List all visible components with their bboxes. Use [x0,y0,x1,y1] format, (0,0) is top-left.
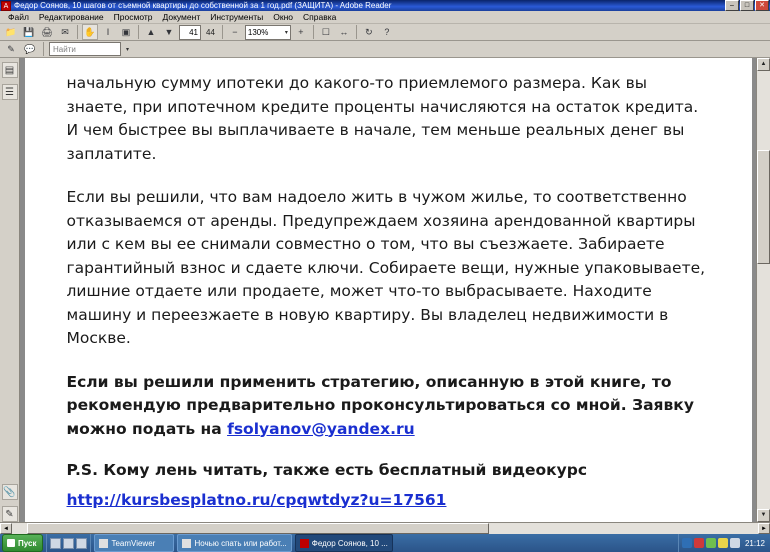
document-content [67,72,712,512]
email-link[interactable]: fsolyanov@yandex.ru [227,419,415,438]
vertical-scrollbar[interactable] [756,58,770,522]
course-link-paragraph [67,489,712,513]
scroll-left-button[interactable]: ◄ [0,523,12,534]
fit-width-icon[interactable]: ↔ [339,27,349,37]
zoom-in-icon[interactable]: + [298,27,304,37]
folder-open-icon[interactable]: 📁 [5,26,17,37]
taskbar [0,534,770,552]
menu-item-document[interactable]: Документ [162,12,201,22]
antivirus-icon[interactable] [718,538,728,548]
menu-item-view[interactable]: Просмотр [113,12,153,22]
taskbar-item-label: TeamViewer [111,538,156,548]
toolbar-separator [313,25,314,39]
language-icon[interactable] [730,538,740,548]
pdf-page-area[interactable] [20,58,756,522]
zoom-level-value: 130% [247,27,269,37]
chevron-down-icon[interactable]: ▾ [126,46,130,53]
menu-item-help[interactable]: Справка [303,12,337,22]
scroll-right-button[interactable]: ► [758,523,770,534]
taskbar-clock[interactable]: 21:12 [744,538,765,548]
teamviewer-icon [99,539,108,548]
window-titlebar [0,0,770,11]
paragraph-bold-cta [67,371,712,442]
main-toolbar [0,24,770,41]
bookmarks-panel-icon[interactable]: ☰ [2,84,18,100]
adobe-reader-icon [300,539,309,548]
toolbar-separator [356,25,357,39]
highlight-icon[interactable]: ✎ [7,43,15,54]
window-controls [725,0,769,11]
browser-icon[interactable] [63,538,74,549]
taskbar-item-label: Ночью спать или работ... [194,538,287,548]
menu-bar [0,11,770,24]
fit-page-icon[interactable]: ☐ [321,26,330,37]
media-icon[interactable] [76,538,87,549]
scroll-up-button[interactable]: ▲ [757,58,770,71]
paragraph-1: начальную сумму ипотеки до какого-то приемлемого размера. Как вы знаете, при ипотечном кредите проценты начисляются на остаток кредита. И чем быстрее вы выплачиваете в начале, тем меньше реальных денег вы заплатите. [66,74,699,163]
vertical-scroll-thumb[interactable] [757,150,770,264]
start-button-label: Пуск [18,538,37,548]
find-toolbar [0,41,770,58]
maximize-button[interactable]: □ [740,0,754,11]
network-icon[interactable] [682,538,692,548]
page-number-input[interactable]: 41 [179,25,201,40]
volume-icon[interactable] [706,538,716,548]
workspace [0,58,770,522]
window-title: Федор Соянов, 10 шагов от съемной квартиры до собственной за 1 год.pdf (ЗАЩИТА) - Adobe Reader [14,1,392,10]
taskbar-item-teamviewer[interactable] [94,534,174,552]
navigation-rail [0,58,20,522]
toolbar-separator [43,42,44,56]
toolbar-separator [222,25,223,39]
select-tool-icon[interactable]: I [106,27,110,37]
attachments-panel-icon[interactable]: 📎 [2,484,18,500]
scroll-down-button[interactable]: ▼ [757,509,770,522]
paragraph-2: Если вы решили, что вам надоело жить в чужом жилье, то соответственно отказываемся от аренды. Предупреждаем хозяина арендованной квартиры или с кем вы ее снимали совместно о том, что вы съезжаете. Забираете гарантийный взнос и сдаете ключи. Собираете вещи, нужные упаковываете, лишние отдаете или продаете, может что-то выбрасываете. Находите машину и переезжаете в новую квартиру. Вы владелец недвижимости в Москве. [66,188,706,347]
shield-icon[interactable] [694,538,704,548]
quick-launch-bar [46,534,91,552]
email-icon[interactable]: ✉ [61,26,69,37]
print-icon[interactable]: 🖨 [41,26,53,37]
start-button[interactable] [2,534,43,552]
comment-icon[interactable]: 💬 [24,43,36,54]
horizontal-scrollbar[interactable] [0,522,770,534]
zoom-level-select[interactable] [245,25,291,40]
arrow-up-icon[interactable]: ▲ [146,27,156,37]
minimize-button[interactable]: – [725,0,739,11]
snapshot-icon[interactable]: ▣ [121,26,131,37]
rotate-icon[interactable]: ↻ [365,26,373,37]
vertical-scroll-track[interactable] [757,71,770,509]
close-button[interactable]: ✕ [755,0,769,11]
toolbar-separator [77,25,78,39]
hand-tool-icon[interactable]: ✋ [82,24,98,40]
zoom-out-icon[interactable]: − [232,27,238,37]
help-icon[interactable]: ? [384,27,390,37]
signatures-panel-icon[interactable]: ✎ [2,506,18,522]
search-input[interactable]: Найти [49,42,121,56]
menu-item-tools[interactable]: Инструменты [210,12,264,22]
menu-item-file[interactable]: Файл [8,12,29,22]
browser-icon [182,539,191,548]
taskbar-item-browser[interactable] [177,534,291,552]
pdf-page [25,58,752,522]
ps-text: P.S. Кому лень читать, также есть бесплатный видеокурс [66,461,588,479]
menu-item-window[interactable]: Окно [273,12,293,22]
system-tray [678,534,768,552]
show-desktop-icon[interactable] [50,538,61,549]
windows-flag-icon [7,539,15,547]
arrow-down-icon[interactable]: ▼ [164,27,174,37]
toolbar-separator [138,25,139,39]
pages-panel-icon[interactable]: ▤ [2,62,18,78]
horizontal-scroll-track[interactable] [12,523,758,534]
page-total-label: 44 [206,27,215,37]
chevron-down-icon: ▾ [284,29,288,36]
course-link[interactable]: http://kursbesplatno.ru/cpqwtdyz?u=17561 [66,490,447,509]
horizontal-scroll-thumb[interactable] [27,523,490,534]
taskbar-item-label: Федор Соянов, 10 ... [311,538,388,548]
taskbar-item-adobe-reader[interactable] [295,534,393,552]
menu-item-edit[interactable]: Редактирование [38,12,104,22]
cta-text: Если вы решили применить стратегию, описанную в этой книге, то рекомендую предварительно проконсультироваться со мной. Заявку можно подать на [66,372,694,438]
save-icon[interactable]: 💾 [23,26,35,37]
adobe-reader-icon: A [1,1,11,11]
